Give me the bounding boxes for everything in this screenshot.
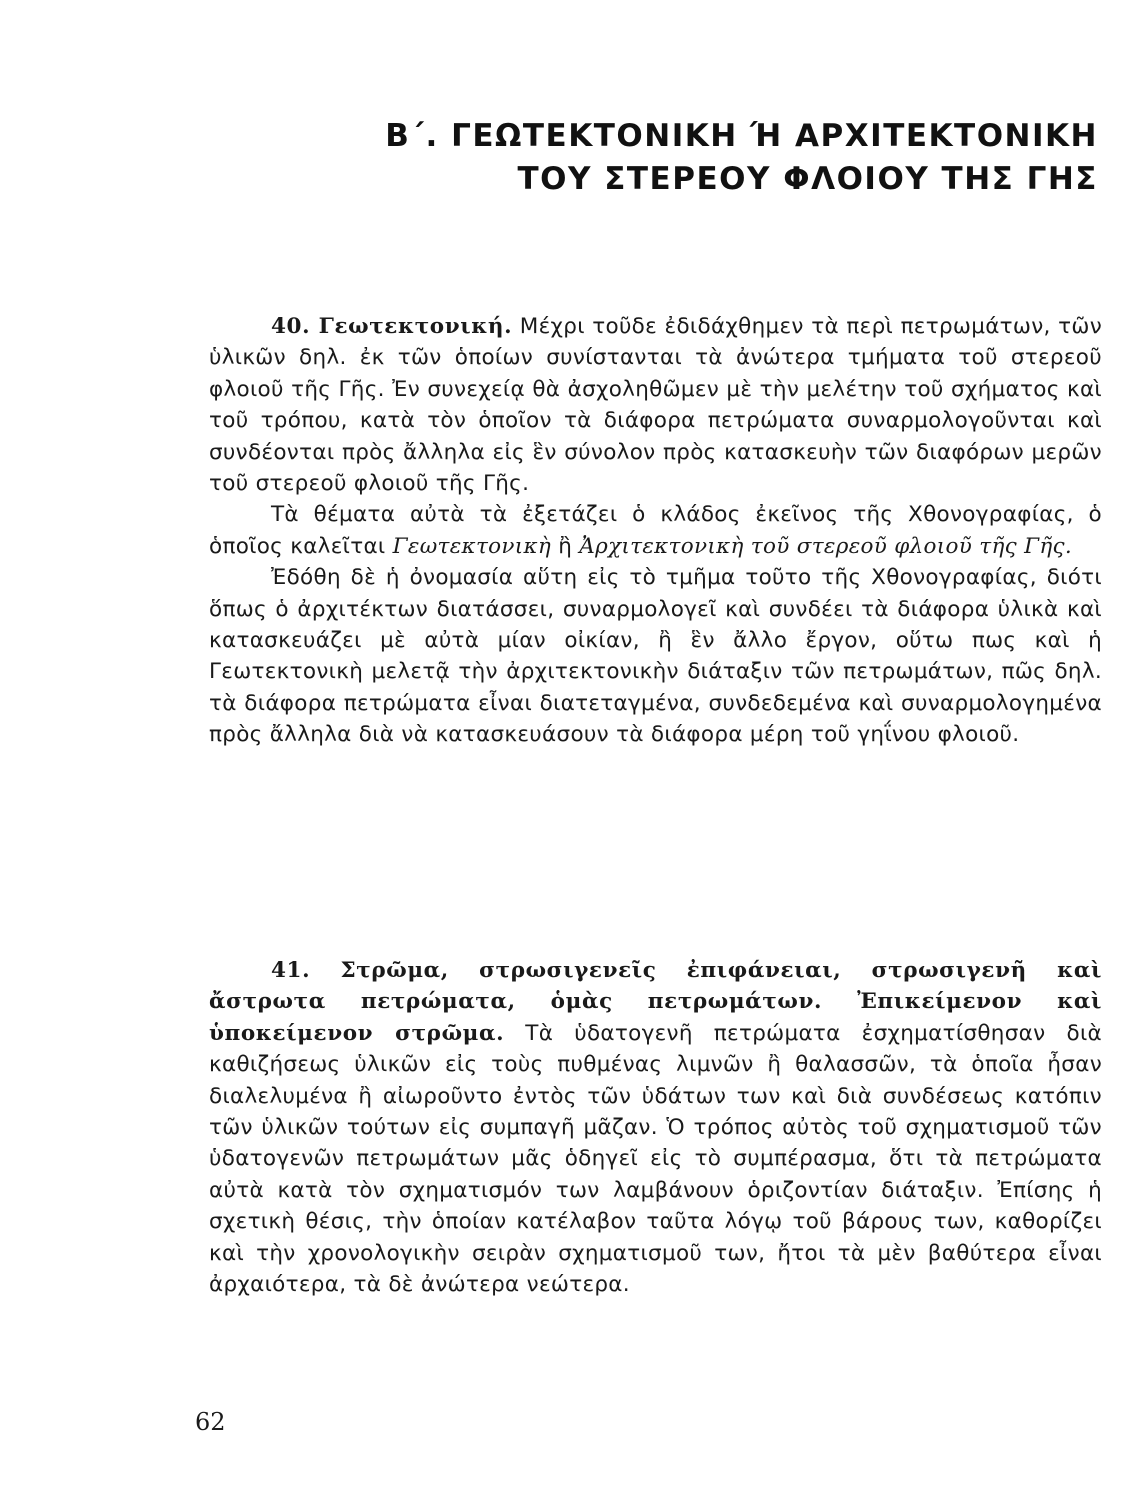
- section-41-p1-text: Τὰ ὑδατογενῆ πετρώματα ἐσχηματίσθησαν διὰ καθιζήσεως ὑλικῶν εἰς τοὺς πυθμένας λιμνῶν ἢ θαλασσῶν, τὰ ὁποῖα ἦσαν διαλελυμένα ἢ αἰωροῦντο ἐντὸς τῶν ὑδάτων των καὶ διὰ συνδέσεως κατόπιν τῶν ὑλικῶν τούτων εἰς συμπαγῆ μᾶζαν. Ὁ τρόπος αὐτὸς τοῦ σχηματισμοῦ τῶν ὑδατογενῶν πετρωμάτων μᾶς ὁδηγεῖ εἰς τὸ συμπέρασμα, ὅτι τὰ πετρώματα αὐτὰ κατὰ τὸν σχηματισμόν των λαμβάνουν ὁριζοντίαν διάταξιν. Ἐπίσης ἡ σχετικὴ θέσις, τὴν ὁποίαν κατέλαβον ταῦτα λόγῳ τοῦ βάρους των, καθορίζει καὶ τὴν χρονολογικὴν σειρὰν σχηματισμοῦ των, ἤτοι τὰ μὲν βαθύτερα εἶναι ἀρχαιότερα, τὰ δὲ ἀνώτερα νεώτερα.: [209, 1020, 1102, 1298]
- section-40-p1-text: Μέχρι τοῦδε ἐδιδάχθημεν τὰ περὶ πετρωμάτων, τῶν ὑλικῶν δηλ. ἐκ τῶν ὁποίων συνίστανται τὰ ἀνώτερα τμήματα τοῦ στερεοῦ φλοιοῦ τῆς Γῆς. Ἐν συνεχείᾳ θὰ ἀσχοληθῶμεν μὲ τὴν μελέτην τοῦ σχήματος καὶ τοῦ τρόπου, κατὰ τὸν ὁποῖον τὰ διάφορα πετρώματα συναρμολογοῦνται καὶ συνδέονται πρὸς ἄλληλα εἰς ἓν σύνολον πρὸς κατασκευὴν τῶν διαφόρων μερῶν τοῦ στερεοῦ φλοιοῦ τῆς Γῆς.: [209, 314, 1103, 497]
- section-41-heading: 41. Στρῶμα, στρωσιγενεῖς ἐπιφάνειαι, στρωσιγενῆ καὶ ἄστρωτα πετρώματα, ὁμὰς πετρωμάτων. Ἐπικείμενον καὶ ὑποκείμενον στρῶμα.: [209, 958, 1102, 1046]
- chapter-title-line-1: Β΄. ΓΕΩΤΕΚΤΟΝΙΚΗ Ή ΑΡΧΙΤΕΚΤΟΝΙΚΗ: [385, 118, 1098, 154]
- page-number: 62: [195, 1408, 226, 1436]
- section-41: [209, 955, 1102, 1300]
- section-40-paragraph-2: [209, 499, 1102, 562]
- section-40-heading: 40. Γεωτεκτονική.: [271, 314, 513, 339]
- term-geotectonics: Γεωτεκτονικὴ: [392, 533, 552, 559]
- section-40-p2-text: Τὰ θέματα αὐτὰ τὰ ἐξετάζει ὁ κλάδος ἐκεῖνος τῆς Χθονογραφίας, ὁ ὁποῖος καλεῖται: [209, 502, 1102, 559]
- section-40-paragraph-3: Ἐδόθη δὲ ἡ ὀνομασία αὕτη εἰς τὸ τμῆμα τοῦτο τῆς Χθονογραφίας, διότι ὅπως ὁ ἀρχιτέκτων διατάσσει, συναρμολογεῖ καὶ συνδέει τὰ διάφορα ὑλικὰ καὶ κατασκευάζει μὲ αὐτὰ μίαν οἰκίαν, ἢ ἓν ἄλλο ἔργον, οὕτω πως καὶ ἡ Γεωτεκτονικὴ μελετᾷ τὴν ἀρχιτεκτονικὴν διάταξιν τῶν πετρωμάτων, πῶς δηλ. τὰ διάφορα πετρώματα εἶναι διατεταγμένα, συνδεδεμένα καὶ συναρμολογημένα πρὸς ἄλληλα διὰ νὰ κατασκευάσουν τὰ διάφορα μέρη τοῦ γηΐνου φλοιοῦ.: [209, 565, 1102, 748]
- section-40: [209, 311, 1102, 751]
- chapter-title: [385, 115, 1098, 201]
- conjunction-or: ἢ: [558, 533, 573, 559]
- section-41-paragraph-1: [209, 955, 1102, 1300]
- term-architecture-of-crust: Ἀρχιτεκτονικὴ τοῦ στερεοῦ φλοιοῦ τῆς Γῆς.: [579, 533, 1073, 559]
- chapter-title-line-2: ΤΟΥ ΣΤΕΡΕΟΥ ΦΛΟΙΟΥ ΤΗΣ ΓΗΣ: [517, 161, 1098, 197]
- section-40-paragraph-1: [209, 311, 1102, 499]
